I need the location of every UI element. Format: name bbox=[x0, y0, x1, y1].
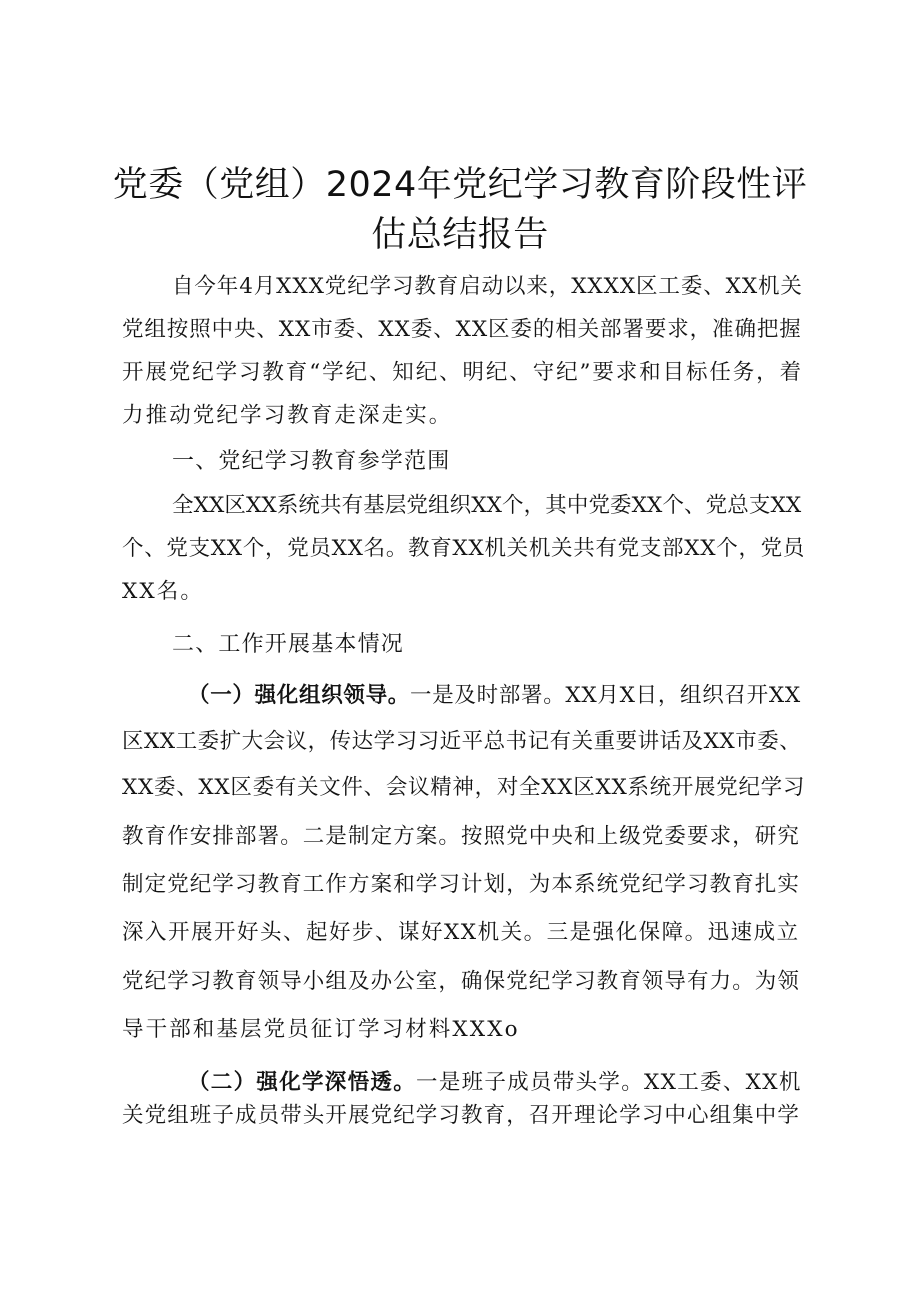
subsection-2-first-line bbox=[188, 1068, 802, 1098]
subsection-1-line: 区XX工委扩大会议，传达学习习近平总书记有关重要讲话及XX市委、 bbox=[122, 729, 802, 754]
intro-line: 自今年4月XXX党纪学习教育启动以来，XXXX区工委、XX机关 bbox=[172, 274, 803, 299]
subsection-1-first-line-text: 一是及时部署。XX月X日，组织召开XX bbox=[410, 683, 801, 708]
intro-line: 力推动党纪学习教育走深走实。 bbox=[122, 403, 453, 428]
section-2-heading: 二、工作开展基本情况 bbox=[172, 632, 405, 657]
document-title-line-2: 估总结报告 bbox=[371, 215, 549, 255]
subsection-1-line: 制定党纪学习教育工作方案和学习计划，为本系统党纪学习教育扎实 bbox=[122, 872, 801, 897]
subsection-1-line: 党纪学习教育领导小组及办公室，确保党纪学习教育领导有力。为领 bbox=[122, 969, 801, 994]
intro-line: 党组按照中央、XX市委、XX委、XX区委的相关部署要求，准确把握 bbox=[122, 317, 802, 342]
subsection-1-line: 教育作安排部署。二是制定方案。按照党中央和上级党委要求，研究 bbox=[122, 824, 801, 849]
subsection-2-line: 关党组班子成员带头开展党纪学习教育，召开理论学习中心组集中学 bbox=[122, 1103, 801, 1128]
section-1-line: XX名。 bbox=[122, 579, 205, 604]
subsection-1-line: 导干部和基层党员征订学习材料XXXo bbox=[122, 1017, 520, 1042]
subsection-1-line: XX委、XX区委有关文件、会议精神，对全XX区XX系统开展党纪学习 bbox=[122, 775, 806, 800]
section-1-heading: 一、党纪学习教育参学范围 bbox=[172, 449, 451, 474]
section-1-line: 个、党支XX个，党员XX名。教育XX机关机关共有党支部XX个，党员 bbox=[122, 536, 806, 561]
subsection-2-first-line-text: 一是班子成员带头学。XX工委、XX机 bbox=[416, 1070, 802, 1095]
intro-line: 开展党纪学习教育“学纪、知纪、明纪、守纪”要求和目标任务，着 bbox=[122, 360, 803, 385]
document-title-line-1: 党委（党组）2024年党纪学习教育阶段性评 bbox=[112, 165, 808, 205]
subsection-2-heading: （二）强化学深悟透。 bbox=[188, 1070, 417, 1095]
subsection-1-heading: （一）强化组织领导。 bbox=[188, 683, 411, 708]
subsection-1-first-line bbox=[188, 681, 801, 711]
section-1-line: 全XX区XX系统共有基层党组织XX个，其中党委XX个、党总支XX bbox=[172, 493, 802, 518]
subsection-1-line: 深入开展开好头、起好步、谋好XX机关。三是强化保障。迅速成立 bbox=[122, 920, 800, 945]
